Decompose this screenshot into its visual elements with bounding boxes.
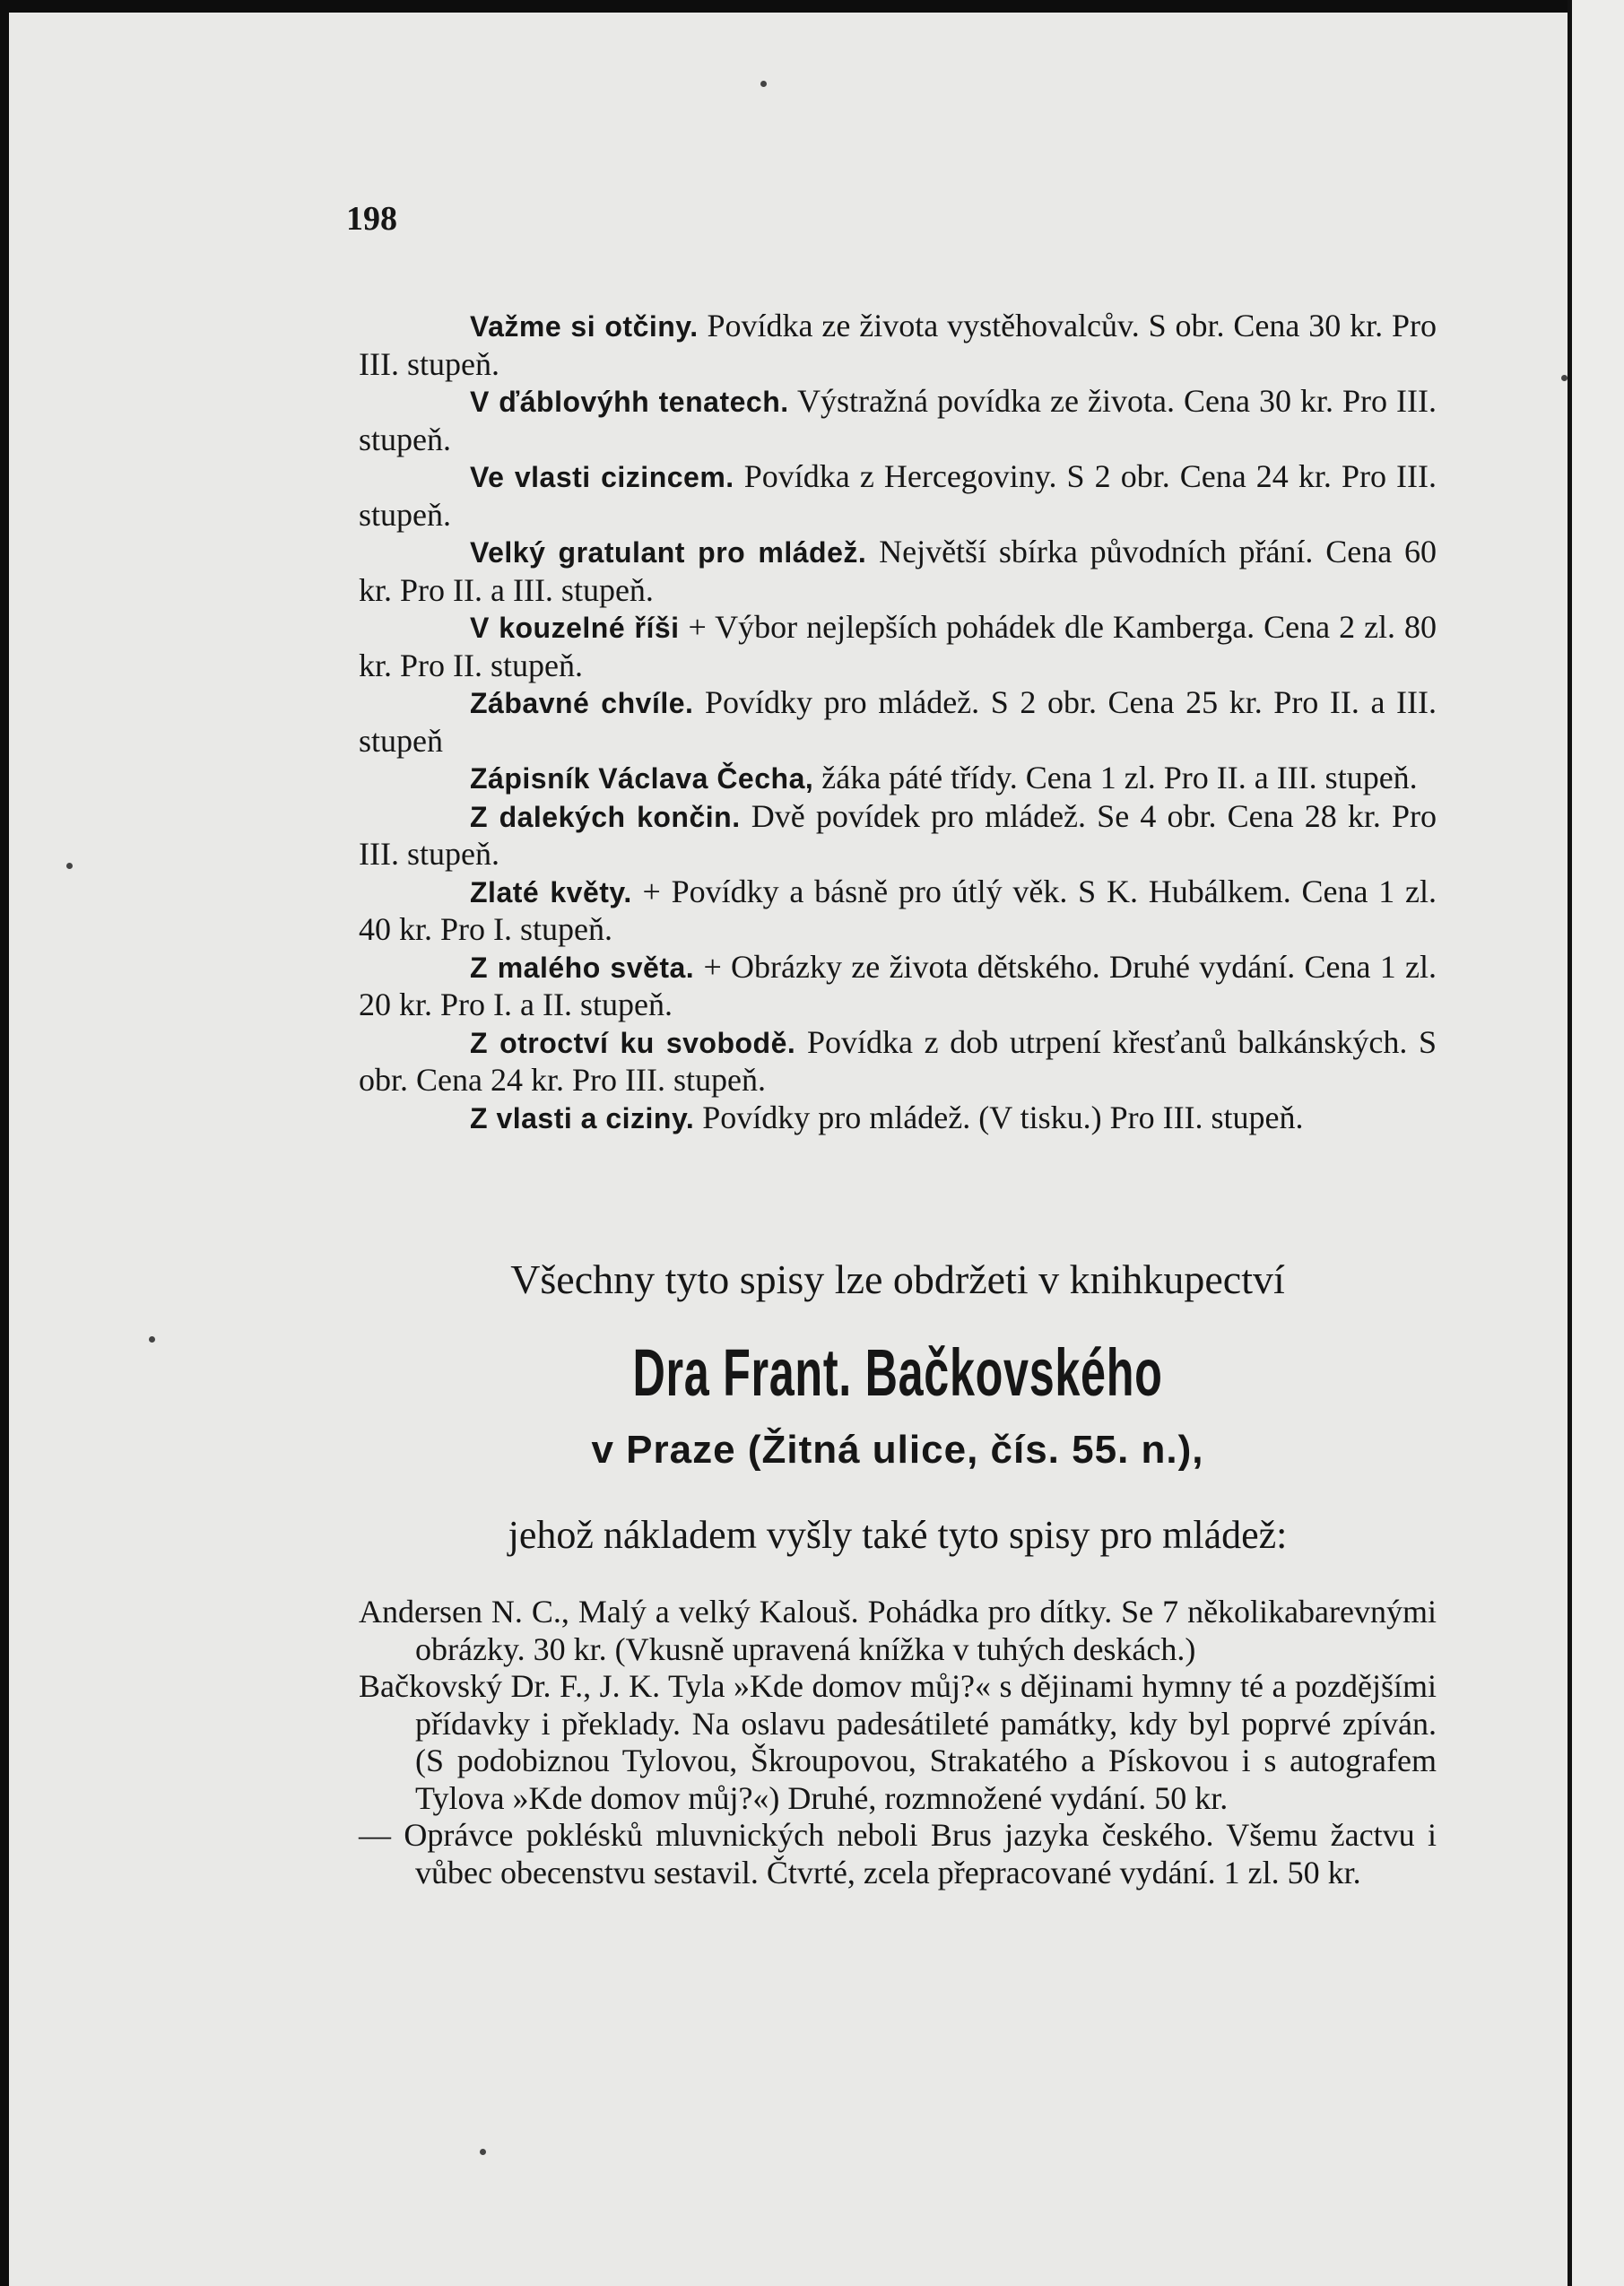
entry-title: Zápisník Václava Čecha,: [470, 762, 814, 795]
publisher-address: v Praze (Žitná ulice, čís. 55. n.),: [591, 1428, 1204, 1472]
entry-text: Dvě povídek pro mládež. Se 4 obr. Cena 28 kr. Pro III. stupeň.: [359, 797, 1437, 872]
entry-title: V ďáblovýhh tenatech.: [470, 386, 789, 418]
entry-text: Povídky pro mládež. (V tisku.) Pro III. stupeň.: [702, 1099, 1304, 1135]
entry-title: Z dalekých končin.: [470, 800, 741, 833]
entry-text: + Povídky a básně pro útlý věk. S K. Hubálkem. Cena 1 zl. 40 kr. Pro I. stupeň.: [359, 873, 1437, 947]
entry-text: Výstražná povídka ze života. Cena 30 kr. Pro III. stupeň.: [359, 383, 1437, 457]
entry-text: Největší sbírka původních přání. Cena 60 kr. Pro II. a III. stupeň.: [359, 534, 1437, 608]
entry-title: Ve vlasti cizincem.: [470, 461, 734, 493]
publisher-books-list: [359, 1594, 1437, 1891]
entry-title: Z malého světa.: [470, 951, 695, 984]
entry-text: + Výbor nejlepších pohádek dle Kamberga. Cena 2 zl. 80 kr. Pro II. stupeň.: [359, 609, 1437, 683]
availability-notice: Všechny tyto spisy lze obdržeti v knihkupectví: [510, 1256, 1285, 1302]
list-item: Bačkovský Dr. F., J. K. Tyla »Kde domov můj?« s dějinami hymny té a pozdějšími přídavky i překlady. Na oslavu padesátileté památky, kdy byl poprvé zpíván. (S podobiznou Tylovou, Škroupovou, Strakatého a Pískovou i s autografem Tylova »Kde domov můj?«) Druhé, rozmnožené vydání. 50 kr.: [359, 1668, 1437, 1816]
book-entry: [359, 874, 1437, 949]
list-intro: jehož nákladem vyšly také tyto spisy pro mládež:: [508, 1513, 1288, 1557]
entry-text: Povídky pro mládež. S 2 obr. Cena 25 kr. Pro II. a III. stupeň: [359, 684, 1437, 759]
print-speck: [66, 863, 73, 869]
entry-text: Povídka z dob utrpení křesťanů balkánských. S obr. Cena 24 kr. Pro III. stupeň.: [359, 1023, 1437, 1098]
entry-title: Zlaté květy.: [470, 875, 632, 908]
entry-title: Z otroctví ku svobodě.: [470, 1026, 796, 1059]
page-number: 198: [346, 200, 397, 238]
entry-text: žáka páté třídy. Cena 1 zl. Pro II. a III. stupeň.: [821, 760, 1418, 795]
entry-title: Važme si otčiny.: [470, 310, 699, 343]
publisher-name: Dra Frant. Bačkovského: [632, 1335, 1163, 1410]
book-entry: [359, 684, 1437, 760]
print-speck: [480, 2149, 486, 2155]
book-entry: [359, 798, 1437, 874]
list-item: Andersen N. C., Malý a velký Kalouš. Pohádka pro dítky. Se 7 několikabarevnými obrázky. 30 kr. (Vkusně upravená knížka v tuhých deskách.): [359, 1594, 1437, 1667]
list-item: — Oprávce poklésků mluvnických neboli Brus jazyka českého. Všemu žactvu i vůbec obecenstvu sestavil. Čtvrté, zcela přepracované vydání. 1 zl. 50 kr.: [359, 1817, 1437, 1891]
book-entry: [359, 308, 1437, 383]
book-entry: [359, 383, 1437, 458]
print-speck: [1561, 375, 1568, 381]
book-entry: [359, 760, 1437, 798]
print-speck: [149, 1336, 155, 1343]
entry-text: Povídka ze života vystěhovalcův. S obr. Cena 30 kr. Pro III. stupeň.: [359, 308, 1437, 382]
print-speck: [760, 81, 767, 87]
book-entry: [359, 949, 1437, 1024]
book-entries-list: [359, 308, 1437, 1137]
book-entry: [359, 458, 1437, 534]
book-entry: [359, 1100, 1437, 1138]
book-entry: [359, 609, 1437, 684]
book-entry: [359, 534, 1437, 609]
book-entry: [359, 1024, 1437, 1100]
entry-title: V kouzelné říši: [470, 612, 680, 644]
entry-title: Zábavné chvíle.: [470, 687, 694, 719]
entry-text: + Obrázky ze života dětského. Druhé vydání. Cena 1 zl. 20 kr. Pro I. a II. stupeň.: [359, 948, 1437, 1022]
entry-title: Z vlasti a ciziny.: [470, 1101, 695, 1134]
entry-text: Povídka z Hercegoviny. S 2 obr. Cena 24 kr. Pro III. stupeň.: [359, 458, 1437, 533]
entry-title: Velký gratulant pro mládež.: [470, 536, 867, 569]
adjacent-page-edge: [1568, 0, 1624, 2286]
